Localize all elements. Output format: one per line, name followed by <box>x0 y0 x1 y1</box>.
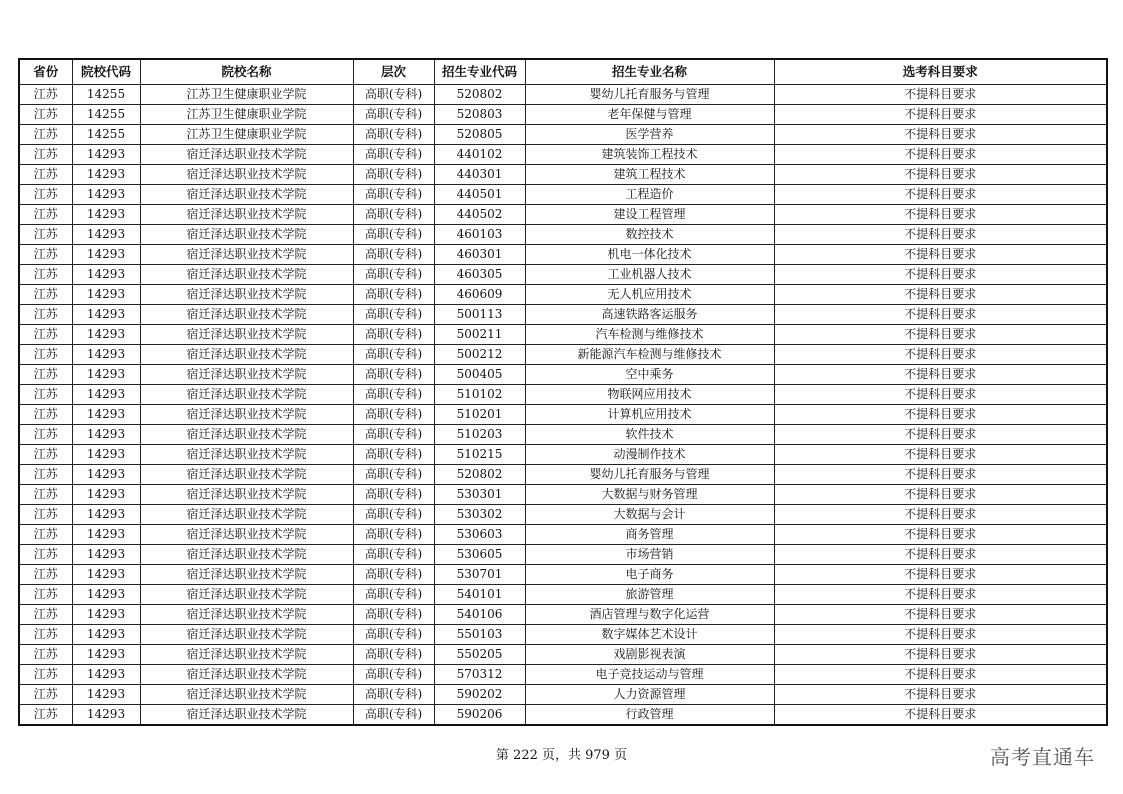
table-body <box>19 85 1107 726</box>
table-row <box>19 425 1107 445</box>
province-cell: 江苏 <box>19 405 72 425</box>
level-cell: 高职(专科) <box>353 265 434 285</box>
province-cell: 江苏 <box>19 645 72 665</box>
school-name-cell: 宿迁泽达职业技术学院 <box>140 365 353 385</box>
major-code-cell: 510102 <box>434 385 525 405</box>
major-code-cell: 460609 <box>434 285 525 305</box>
subject-requirement-cell: 不提科目要求 <box>774 685 1107 705</box>
subject-requirement-cell: 不提科目要求 <box>774 165 1107 185</box>
school-code-cell: 14293 <box>72 465 140 485</box>
level-cell: 高职(专科) <box>353 585 434 605</box>
level-cell: 高职(专科) <box>353 625 434 645</box>
subject-requirement-cell: 不提科目要求 <box>774 345 1107 365</box>
table-row <box>19 105 1107 125</box>
school-name-cell: 宿迁泽达职业技术学院 <box>140 185 353 205</box>
school-name-cell: 宿迁泽达职业技术学院 <box>140 485 353 505</box>
major-code-cell: 520803 <box>434 105 525 125</box>
subject-requirement-cell: 不提科目要求 <box>774 85 1107 105</box>
major-code-cell: 440501 <box>434 185 525 205</box>
major-name-cell: 计算机应用技术 <box>525 405 774 425</box>
province-cell: 江苏 <box>19 165 72 185</box>
table-row <box>19 645 1107 665</box>
school-name-cell: 宿迁泽达职业技术学院 <box>140 685 353 705</box>
school-code-cell: 14293 <box>72 285 140 305</box>
major-name-cell: 工程造价 <box>525 185 774 205</box>
level-cell: 高职(专科) <box>353 565 434 585</box>
table-row <box>19 625 1107 645</box>
subject-requirement-cell: 不提科目要求 <box>774 445 1107 465</box>
school-name-cell: 宿迁泽达职业技术学院 <box>140 325 353 345</box>
school-name-cell: 江苏卫生健康职业学院 <box>140 125 353 145</box>
major-name-cell: 酒店管理与数字化运营 <box>525 605 774 625</box>
major-name-cell: 老年保健与管理 <box>525 105 774 125</box>
major-name-cell: 无人机应用技术 <box>525 285 774 305</box>
school-name-cell: 宿迁泽达职业技术学院 <box>140 385 353 405</box>
page-number: 第 222 页，共 979 页 <box>495 748 628 763</box>
major-code-cell: 500212 <box>434 345 525 365</box>
level-cell: 高职(专科) <box>353 165 434 185</box>
major-name-cell: 数控技术 <box>525 225 774 245</box>
school-code-cell: 14293 <box>72 365 140 385</box>
school-name-cell: 宿迁泽达职业技术学院 <box>140 205 353 225</box>
school-code-cell: 14255 <box>72 125 140 145</box>
major-code-cell: 530605 <box>434 545 525 565</box>
school-name-cell: 宿迁泽达职业技术学院 <box>140 265 353 285</box>
major-code-cell: 530603 <box>434 525 525 545</box>
major-code-cell: 540106 <box>434 605 525 625</box>
level-cell: 高职(专科) <box>353 445 434 465</box>
province-cell: 江苏 <box>19 545 72 565</box>
level-cell: 高职(专科) <box>353 125 434 145</box>
level-cell: 高职(专科) <box>353 285 434 305</box>
level-cell: 高职(专科) <box>353 705 434 726</box>
major-code-cell: 590206 <box>434 705 525 726</box>
major-code-cell: 500405 <box>434 365 525 385</box>
school-code-cell: 14255 <box>72 105 140 125</box>
province-cell: 江苏 <box>19 345 72 365</box>
school-code-cell: 14293 <box>72 645 140 665</box>
table-row <box>19 485 1107 505</box>
school-name-cell: 宿迁泽达职业技术学院 <box>140 525 353 545</box>
province-cell: 江苏 <box>19 225 72 245</box>
major-name-cell: 电子竞技运动与管理 <box>525 665 774 685</box>
school-name-cell: 江苏卫生健康职业学院 <box>140 105 353 125</box>
level-cell: 高职(专科) <box>353 545 434 565</box>
province-cell: 江苏 <box>19 185 72 205</box>
major-name-cell: 行政管理 <box>525 705 774 726</box>
major-name-cell: 戏剧影视表演 <box>525 645 774 665</box>
school-code-cell: 14293 <box>72 345 140 365</box>
table-row <box>19 445 1107 465</box>
school-code-cell: 14293 <box>72 205 140 225</box>
province-cell: 江苏 <box>19 605 72 625</box>
major-name-cell: 市场营销 <box>525 545 774 565</box>
column-header: 省份 <box>19 59 72 85</box>
table-row <box>19 165 1107 185</box>
province-cell: 江苏 <box>19 445 72 465</box>
subject-requirement-cell: 不提科目要求 <box>774 385 1107 405</box>
subject-requirement-cell: 不提科目要求 <box>774 125 1107 145</box>
column-header: 层次 <box>353 59 434 85</box>
major-name-cell: 电子商务 <box>525 565 774 585</box>
table-row <box>19 365 1107 385</box>
school-code-cell: 14293 <box>72 505 140 525</box>
major-code-cell: 440301 <box>434 165 525 185</box>
school-code-cell: 14293 <box>72 225 140 245</box>
subject-requirement-cell: 不提科目要求 <box>774 105 1107 125</box>
province-cell: 江苏 <box>19 505 72 525</box>
level-cell: 高职(专科) <box>353 85 434 105</box>
major-name-cell: 动漫制作技术 <box>525 445 774 465</box>
province-cell: 江苏 <box>19 145 72 165</box>
major-name-cell: 商务管理 <box>525 525 774 545</box>
level-cell: 高职(专科) <box>353 105 434 125</box>
level-cell: 高职(专科) <box>353 185 434 205</box>
table-row <box>19 225 1107 245</box>
major-code-cell: 530302 <box>434 505 525 525</box>
table-row <box>19 585 1107 605</box>
column-header: 招生专业代码 <box>434 59 525 85</box>
major-name-cell: 大数据与财务管理 <box>525 485 774 505</box>
subject-requirement-cell: 不提科目要求 <box>774 365 1107 385</box>
school-code-cell: 14293 <box>72 305 140 325</box>
subject-requirement-cell: 不提科目要求 <box>774 265 1107 285</box>
table-row <box>19 345 1107 365</box>
table-row <box>19 205 1107 225</box>
school-code-cell: 14293 <box>72 425 140 445</box>
school-name-cell: 宿迁泽达职业技术学院 <box>140 145 353 165</box>
school-code-cell: 14293 <box>72 245 140 265</box>
subject-requirement-cell: 不提科目要求 <box>774 525 1107 545</box>
school-code-cell: 14293 <box>72 545 140 565</box>
table-row <box>19 605 1107 625</box>
school-name-cell: 宿迁泽达职业技术学院 <box>140 245 353 265</box>
level-cell: 高职(专科) <box>353 245 434 265</box>
major-name-cell: 软件技术 <box>525 425 774 445</box>
major-code-cell: 510215 <box>434 445 525 465</box>
major-code-cell: 460103 <box>434 225 525 245</box>
subject-requirement-cell: 不提科目要求 <box>774 485 1107 505</box>
school-name-cell: 宿迁泽达职业技术学院 <box>140 645 353 665</box>
subject-requirement-cell: 不提科目要求 <box>774 625 1107 645</box>
level-cell: 高职(专科) <box>353 465 434 485</box>
subject-requirement-cell: 不提科目要求 <box>774 545 1107 565</box>
school-name-cell: 宿迁泽达职业技术学院 <box>140 565 353 585</box>
table-row <box>19 245 1107 265</box>
column-header: 选考科目要求 <box>774 59 1107 85</box>
province-cell: 江苏 <box>19 325 72 345</box>
major-code-cell: 590202 <box>434 685 525 705</box>
level-cell: 高职(专科) <box>353 405 434 425</box>
table-row <box>19 465 1107 485</box>
major-name-cell: 建设工程管理 <box>525 205 774 225</box>
school-name-cell: 宿迁泽达职业技术学院 <box>140 545 353 565</box>
level-cell: 高职(专科) <box>353 425 434 445</box>
major-name-cell: 医学营养 <box>525 125 774 145</box>
table-row <box>19 145 1107 165</box>
major-code-cell: 510203 <box>434 425 525 445</box>
province-cell: 江苏 <box>19 565 72 585</box>
subject-requirement-cell: 不提科目要求 <box>774 405 1107 425</box>
major-code-cell: 460301 <box>434 245 525 265</box>
level-cell: 高职(专科) <box>353 685 434 705</box>
level-cell: 高职(专科) <box>353 665 434 685</box>
province-cell: 江苏 <box>19 705 72 726</box>
major-code-cell: 520802 <box>434 465 525 485</box>
school-code-cell: 14293 <box>72 625 140 645</box>
school-name-cell: 宿迁泽达职业技术学院 <box>140 605 353 625</box>
major-name-cell: 高速铁路客运服务 <box>525 305 774 325</box>
major-name-cell: 建筑装饰工程技术 <box>525 145 774 165</box>
column-header: 院校代码 <box>72 59 140 85</box>
subject-requirement-cell: 不提科目要求 <box>774 645 1107 665</box>
school-code-cell: 14293 <box>72 525 140 545</box>
school-name-cell: 宿迁泽达职业技术学院 <box>140 445 353 465</box>
subject-requirement-cell: 不提科目要求 <box>774 145 1107 165</box>
watermark-logo: 高考直通车 <box>990 745 1095 769</box>
subject-requirement-cell: 不提科目要求 <box>774 665 1107 685</box>
school-name-cell: 宿迁泽达职业技术学院 <box>140 305 353 325</box>
table-row <box>19 305 1107 325</box>
school-name-cell: 宿迁泽达职业技术学院 <box>140 705 353 726</box>
subject-requirement-cell: 不提科目要求 <box>774 285 1107 305</box>
subject-requirement-cell: 不提科目要求 <box>774 605 1107 625</box>
level-cell: 高职(专科) <box>353 345 434 365</box>
major-name-cell: 婴幼儿托育服务与管理 <box>525 465 774 485</box>
province-cell: 江苏 <box>19 465 72 485</box>
province-cell: 江苏 <box>19 585 72 605</box>
school-code-cell: 14293 <box>72 445 140 465</box>
major-code-cell: 500211 <box>434 325 525 345</box>
table-row <box>19 705 1107 726</box>
table-row <box>19 85 1107 105</box>
school-code-cell: 14293 <box>72 605 140 625</box>
school-name-cell: 宿迁泽达职业技术学院 <box>140 345 353 365</box>
school-name-cell: 宿迁泽达职业技术学院 <box>140 665 353 685</box>
school-name-cell: 宿迁泽达职业技术学院 <box>140 505 353 525</box>
major-code-cell: 520805 <box>434 125 525 145</box>
major-code-cell: 530301 <box>434 485 525 505</box>
major-code-cell: 570312 <box>434 665 525 685</box>
level-cell: 高职(专科) <box>353 485 434 505</box>
school-code-cell: 14255 <box>72 85 140 105</box>
major-name-cell: 人力资源管理 <box>525 685 774 705</box>
school-name-cell: 江苏卫生健康职业学院 <box>140 85 353 105</box>
table-row <box>19 385 1107 405</box>
level-cell: 高职(专科) <box>353 645 434 665</box>
school-name-cell: 宿迁泽达职业技术学院 <box>140 465 353 485</box>
major-code-cell: 440102 <box>434 145 525 165</box>
major-name-cell: 建筑工程技术 <box>525 165 774 185</box>
major-code-cell: 550103 <box>434 625 525 645</box>
level-cell: 高职(专科) <box>353 205 434 225</box>
level-cell: 高职(专科) <box>353 225 434 245</box>
school-code-cell: 14293 <box>72 325 140 345</box>
major-code-cell: 550205 <box>434 645 525 665</box>
school-code-cell: 14293 <box>72 485 140 505</box>
subject-requirement-cell: 不提科目要求 <box>774 565 1107 585</box>
table-row <box>19 285 1107 305</box>
school-name-cell: 宿迁泽达职业技术学院 <box>140 625 353 645</box>
province-cell: 江苏 <box>19 385 72 405</box>
major-code-cell: 440502 <box>434 205 525 225</box>
school-code-cell: 14293 <box>72 145 140 165</box>
school-code-cell: 14293 <box>72 385 140 405</box>
table-row <box>19 405 1107 425</box>
major-code-cell: 460305 <box>434 265 525 285</box>
level-cell: 高职(专科) <box>353 605 434 625</box>
province-cell: 江苏 <box>19 625 72 645</box>
subject-requirement-cell: 不提科目要求 <box>774 585 1107 605</box>
school-name-cell: 宿迁泽达职业技术学院 <box>140 165 353 185</box>
table-row <box>19 265 1107 285</box>
subject-requirement-cell: 不提科目要求 <box>774 425 1107 445</box>
table-header-row <box>19 59 1107 85</box>
major-code-cell: 510201 <box>434 405 525 425</box>
subject-requirement-cell: 不提科目要求 <box>774 225 1107 245</box>
major-name-cell: 新能源汽车检测与维修技术 <box>525 345 774 365</box>
major-name-cell: 汽车检测与维修技术 <box>525 325 774 345</box>
major-code-cell: 520802 <box>434 85 525 105</box>
subject-requirement-cell: 不提科目要求 <box>774 185 1107 205</box>
level-cell: 高职(专科) <box>353 385 434 405</box>
column-header: 招生专业名称 <box>525 59 774 85</box>
province-cell: 江苏 <box>19 85 72 105</box>
province-cell: 江苏 <box>19 305 72 325</box>
province-cell: 江苏 <box>19 485 72 505</box>
table-row <box>19 525 1107 545</box>
table-row <box>19 325 1107 345</box>
subject-requirement-cell: 不提科目要求 <box>774 305 1107 325</box>
admission-table <box>18 58 1108 726</box>
table-row <box>19 185 1107 205</box>
level-cell: 高职(专科) <box>353 325 434 345</box>
province-cell: 江苏 <box>19 425 72 445</box>
school-code-cell: 14293 <box>72 565 140 585</box>
major-code-cell: 540101 <box>434 585 525 605</box>
province-cell: 江苏 <box>19 265 72 285</box>
subject-requirement-cell: 不提科目要求 <box>774 325 1107 345</box>
school-code-cell: 14293 <box>72 585 140 605</box>
major-code-cell: 530701 <box>434 565 525 585</box>
province-cell: 江苏 <box>19 105 72 125</box>
level-cell: 高职(专科) <box>353 145 434 165</box>
major-name-cell: 工业机器人技术 <box>525 265 774 285</box>
table-row <box>19 685 1107 705</box>
province-cell: 江苏 <box>19 125 72 145</box>
school-name-cell: 宿迁泽达职业技术学院 <box>140 225 353 245</box>
major-name-cell: 空中乘务 <box>525 365 774 385</box>
level-cell: 高职(专科) <box>353 365 434 385</box>
school-code-cell: 14293 <box>72 705 140 726</box>
province-cell: 江苏 <box>19 245 72 265</box>
subject-requirement-cell: 不提科目要求 <box>774 505 1107 525</box>
province-cell: 江苏 <box>19 205 72 225</box>
table-row <box>19 565 1107 585</box>
province-cell: 江苏 <box>19 665 72 685</box>
school-name-cell: 宿迁泽达职业技术学院 <box>140 585 353 605</box>
school-name-cell: 宿迁泽达职业技术学院 <box>140 425 353 445</box>
school-code-cell: 14293 <box>72 665 140 685</box>
major-code-cell: 500113 <box>434 305 525 325</box>
province-cell: 江苏 <box>19 525 72 545</box>
subject-requirement-cell: 不提科目要求 <box>774 205 1107 225</box>
school-code-cell: 14293 <box>72 685 140 705</box>
table-row <box>19 505 1107 525</box>
level-cell: 高职(专科) <box>353 525 434 545</box>
province-cell: 江苏 <box>19 685 72 705</box>
major-name-cell: 机电一体化技术 <box>525 245 774 265</box>
school-name-cell: 宿迁泽达职业技术学院 <box>140 285 353 305</box>
school-name-cell: 宿迁泽达职业技术学院 <box>140 405 353 425</box>
major-name-cell: 大数据与会计 <box>525 505 774 525</box>
table-row <box>19 665 1107 685</box>
major-name-cell: 旅游管理 <box>525 585 774 605</box>
province-cell: 江苏 <box>19 365 72 385</box>
school-code-cell: 14293 <box>72 405 140 425</box>
level-cell: 高职(专科) <box>353 305 434 325</box>
major-name-cell: 物联网应用技术 <box>525 385 774 405</box>
table-row <box>19 125 1107 145</box>
subject-requirement-cell: 不提科目要求 <box>774 245 1107 265</box>
province-cell: 江苏 <box>19 285 72 305</box>
column-header: 院校名称 <box>140 59 353 85</box>
major-name-cell: 婴幼儿托育服务与管理 <box>525 85 774 105</box>
table-row <box>19 545 1107 565</box>
school-code-cell: 14293 <box>72 185 140 205</box>
major-name-cell: 数字媒体艺术设计 <box>525 625 774 645</box>
subject-requirement-cell: 不提科目要求 <box>774 465 1107 485</box>
school-code-cell: 14293 <box>72 165 140 185</box>
level-cell: 高职(专科) <box>353 505 434 525</box>
subject-requirement-cell: 不提科目要求 <box>774 705 1107 726</box>
school-code-cell: 14293 <box>72 265 140 285</box>
